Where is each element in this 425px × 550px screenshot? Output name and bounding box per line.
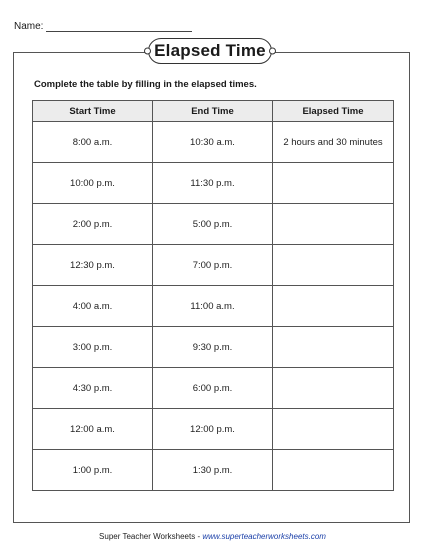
start-time-cell: 1:00 p.m. [33,450,153,491]
end-time-cell: 12:00 p.m. [153,409,273,450]
end-time-cell: 1:30 p.m. [153,450,273,491]
start-time-cell: 2:00 p.m. [33,204,153,245]
start-time-cell: 12:00 a.m. [33,409,153,450]
elapsed-time-cell[interactable] [273,409,394,450]
end-time-cell: 5:00 p.m. [153,204,273,245]
start-time-cell: 10:00 p.m. [33,163,153,204]
column-header-end-time: End Time [153,101,273,122]
footer-site-name: Super Teacher Worksheets - [99,532,203,541]
table-row [33,409,394,450]
table-header-row [33,101,394,122]
page-footer [0,532,425,541]
name-input-line[interactable] [46,22,192,32]
name-label: Name: [14,21,44,32]
elapsed-time-cell[interactable]: 2 hours and 30 minutes [273,122,394,163]
elapsed-time-cell[interactable] [273,204,394,245]
table-row [33,368,394,409]
table-row [33,327,394,368]
elapsed-time-cell[interactable] [273,450,394,491]
end-time-cell: 10:30 a.m. [153,122,273,163]
end-time-cell: 6:00 p.m. [153,368,273,409]
elapsed-time-cell[interactable] [273,163,394,204]
elapsed-time-table [32,100,394,491]
instructions: Complete the table by filling in the elapsed times. [34,79,257,90]
elapsed-time-cell[interactable] [273,286,394,327]
end-time-cell: 9:30 p.m. [153,327,273,368]
table-row [33,163,394,204]
start-time-cell: 12:30 p.m. [33,245,153,286]
elapsed-time-cell[interactable] [273,327,394,368]
column-header-elapsed-time: Elapsed Time [273,101,394,122]
worksheet-title-text: Elapsed Time [154,41,266,60]
elapsed-time-cell[interactable] [273,368,394,409]
footer-url-link[interactable]: www.superteacherworksheets.com [202,532,326,541]
table-row [33,122,394,163]
end-time-cell: 11:30 p.m. [153,163,273,204]
table-row [33,204,394,245]
table-row [33,245,394,286]
name-row [14,21,192,32]
column-header-start-time: Start Time [33,101,153,122]
start-time-cell: 4:00 a.m. [33,286,153,327]
table-row [33,450,394,491]
elapsed-time-cell[interactable] [273,245,394,286]
start-time-cell: 4:30 p.m. [33,368,153,409]
end-time-cell: 11:00 a.m. [153,286,273,327]
table-row [33,286,394,327]
end-time-cell: 7:00 p.m. [153,245,273,286]
start-time-cell: 8:00 a.m. [33,122,153,163]
worksheet-title [148,38,272,64]
start-time-cell: 3:00 p.m. [33,327,153,368]
